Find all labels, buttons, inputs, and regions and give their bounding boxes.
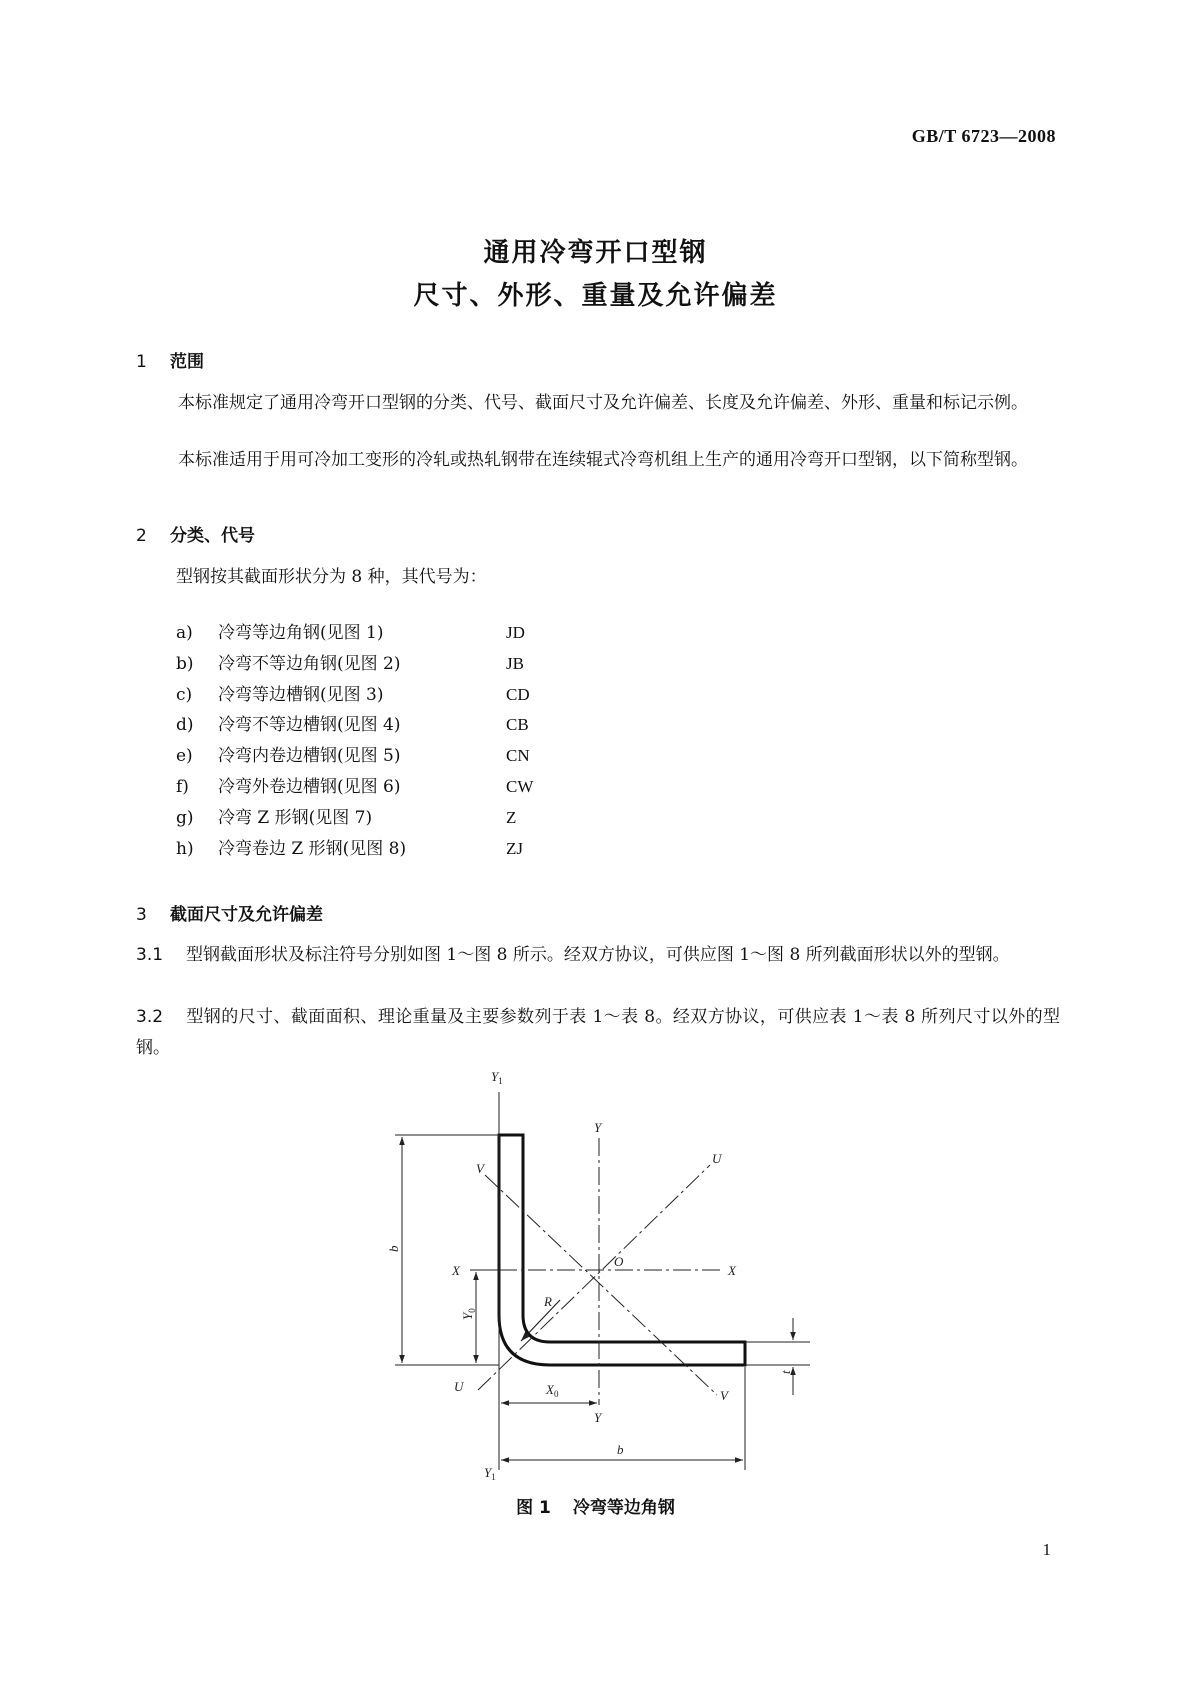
section1-number: 1 — [136, 352, 147, 372]
u-axis — [478, 1165, 710, 1390]
list-item-code: JB — [506, 653, 524, 673]
angle-section-outline — [499, 1135, 745, 1365]
page-number: 1 — [1042, 1540, 1051, 1559]
list-item-text: 冷弯等边角钢(见图 1) — [218, 623, 384, 643]
label-u-top: U — [712, 1151, 722, 1166]
list-item-marker: h) — [176, 838, 194, 859]
label-x-right: X — [728, 1263, 736, 1278]
clause-3-1-number: 3.1 — [136, 945, 164, 965]
list-item-text: 冷弯等边槽钢(见图 3) — [218, 684, 384, 705]
list-item-text: 冷弯卷边 Z 形钢(见图 8) — [218, 838, 407, 859]
list-item-text: 冷弯 Z 形钢(见图 7) — [218, 807, 373, 828]
section1-para2: 本标准适用于用可冷加工变形的冷轧或热轧钢带在连续辊式冷弯机组上生产的通用冷弯开口型钢，以下简称型钢。 — [178, 450, 1028, 470]
label-o: O — [614, 1254, 624, 1269]
section2-title: 分类、代号 — [170, 526, 255, 546]
list-item-code: CN — [506, 746, 530, 766]
document-title-line1: 通用冷弯开口型钢 — [483, 238, 708, 268]
clause-3-2-number: 3.2 — [136, 1007, 164, 1027]
label-b-vertical: b — [386, 1245, 401, 1252]
standard-code: GB/T 6723—2008 — [911, 126, 1056, 146]
label-x-left: X — [452, 1263, 460, 1278]
clause-3-1-text: 型钢截面形状及标注符号分别如图 1～图 8 所示。经双方协议，可供应图 1～图 8 所列截面形状以外的型钢。 — [186, 945, 1010, 965]
list-item-marker: g) — [176, 807, 194, 828]
radius-leader — [521, 1300, 560, 1341]
list-item-text: 冷弯不等边槽钢(见图 4) — [218, 715, 401, 736]
v-axis — [485, 1175, 717, 1395]
list-item-marker: a) — [176, 623, 193, 643]
list-item-text: 冷弯外卷边槽钢(见图 6) — [218, 776, 401, 797]
label-y1-bottom: $Y_1$ — [484, 1465, 496, 1482]
list-item-code: ZJ — [506, 838, 523, 858]
list-item-marker: b) — [176, 653, 194, 674]
list-item-text: 冷弯内卷边槽钢(见图 5) — [218, 746, 401, 767]
label-v-bottom: V — [720, 1388, 728, 1403]
clause-3-2-text: 型钢的尺寸、截面面积、理论重量及主要参数列于表 1～表 8。经双方协议，可供应表 1～表 8 所列尺寸以外的型钢。 — [136, 1007, 1060, 1058]
list-item-text: 冷弯不等边角钢(见图 2) — [218, 653, 401, 674]
list-item-code: JD — [506, 623, 525, 642]
list-item-marker: e) — [176, 746, 193, 767]
section1-para1: 本标准规定了通用冷弯开口型钢的分类、代号、截面尺寸及允许偏差、长度及允许偏差、外形、重量和标记示例。 — [178, 393, 1028, 413]
label-u-bottom: U — [454, 1379, 464, 1394]
list-item-code: CW — [506, 776, 534, 796]
list-item-code: CB — [506, 715, 529, 735]
figure-caption-text: 冷弯等边角钢 — [572, 1498, 675, 1518]
section3-title: 截面尺寸及允许偏差 — [170, 905, 323, 925]
figure-caption — [0, 1493, 1191, 1518]
list-item-code: Z — [506, 807, 517, 827]
section2-intro: 型钢按其截面形状分为 8 种，其代号为： — [176, 567, 487, 587]
label-b-horizontal: b — [617, 1442, 624, 1457]
label-x0: $X_0$ — [546, 1382, 559, 1399]
label-y1-top: $Y_1$ — [491, 1069, 503, 1086]
label-y0: $Y_0$ — [460, 1308, 477, 1320]
label-y-top: Y — [594, 1120, 602, 1135]
section3-number: 3 — [136, 905, 147, 925]
figure-caption-number: 图 1 — [516, 1498, 551, 1518]
list-item-marker: c) — [176, 684, 193, 705]
label-v-top: V — [476, 1161, 484, 1176]
label-r: R — [544, 1294, 552, 1309]
label-y-bottom: Y — [594, 1410, 602, 1425]
document-title-line2: 尺寸、外形、重量及允许偏差 — [413, 281, 778, 311]
list-item-marker: d) — [176, 715, 194, 736]
section1-title: 范围 — [170, 352, 204, 372]
label-t: t — [778, 1370, 793, 1374]
section2-number: 2 — [136, 526, 147, 546]
list-item-marker: f) — [176, 776, 189, 797]
list-item-code: CD — [506, 684, 530, 704]
